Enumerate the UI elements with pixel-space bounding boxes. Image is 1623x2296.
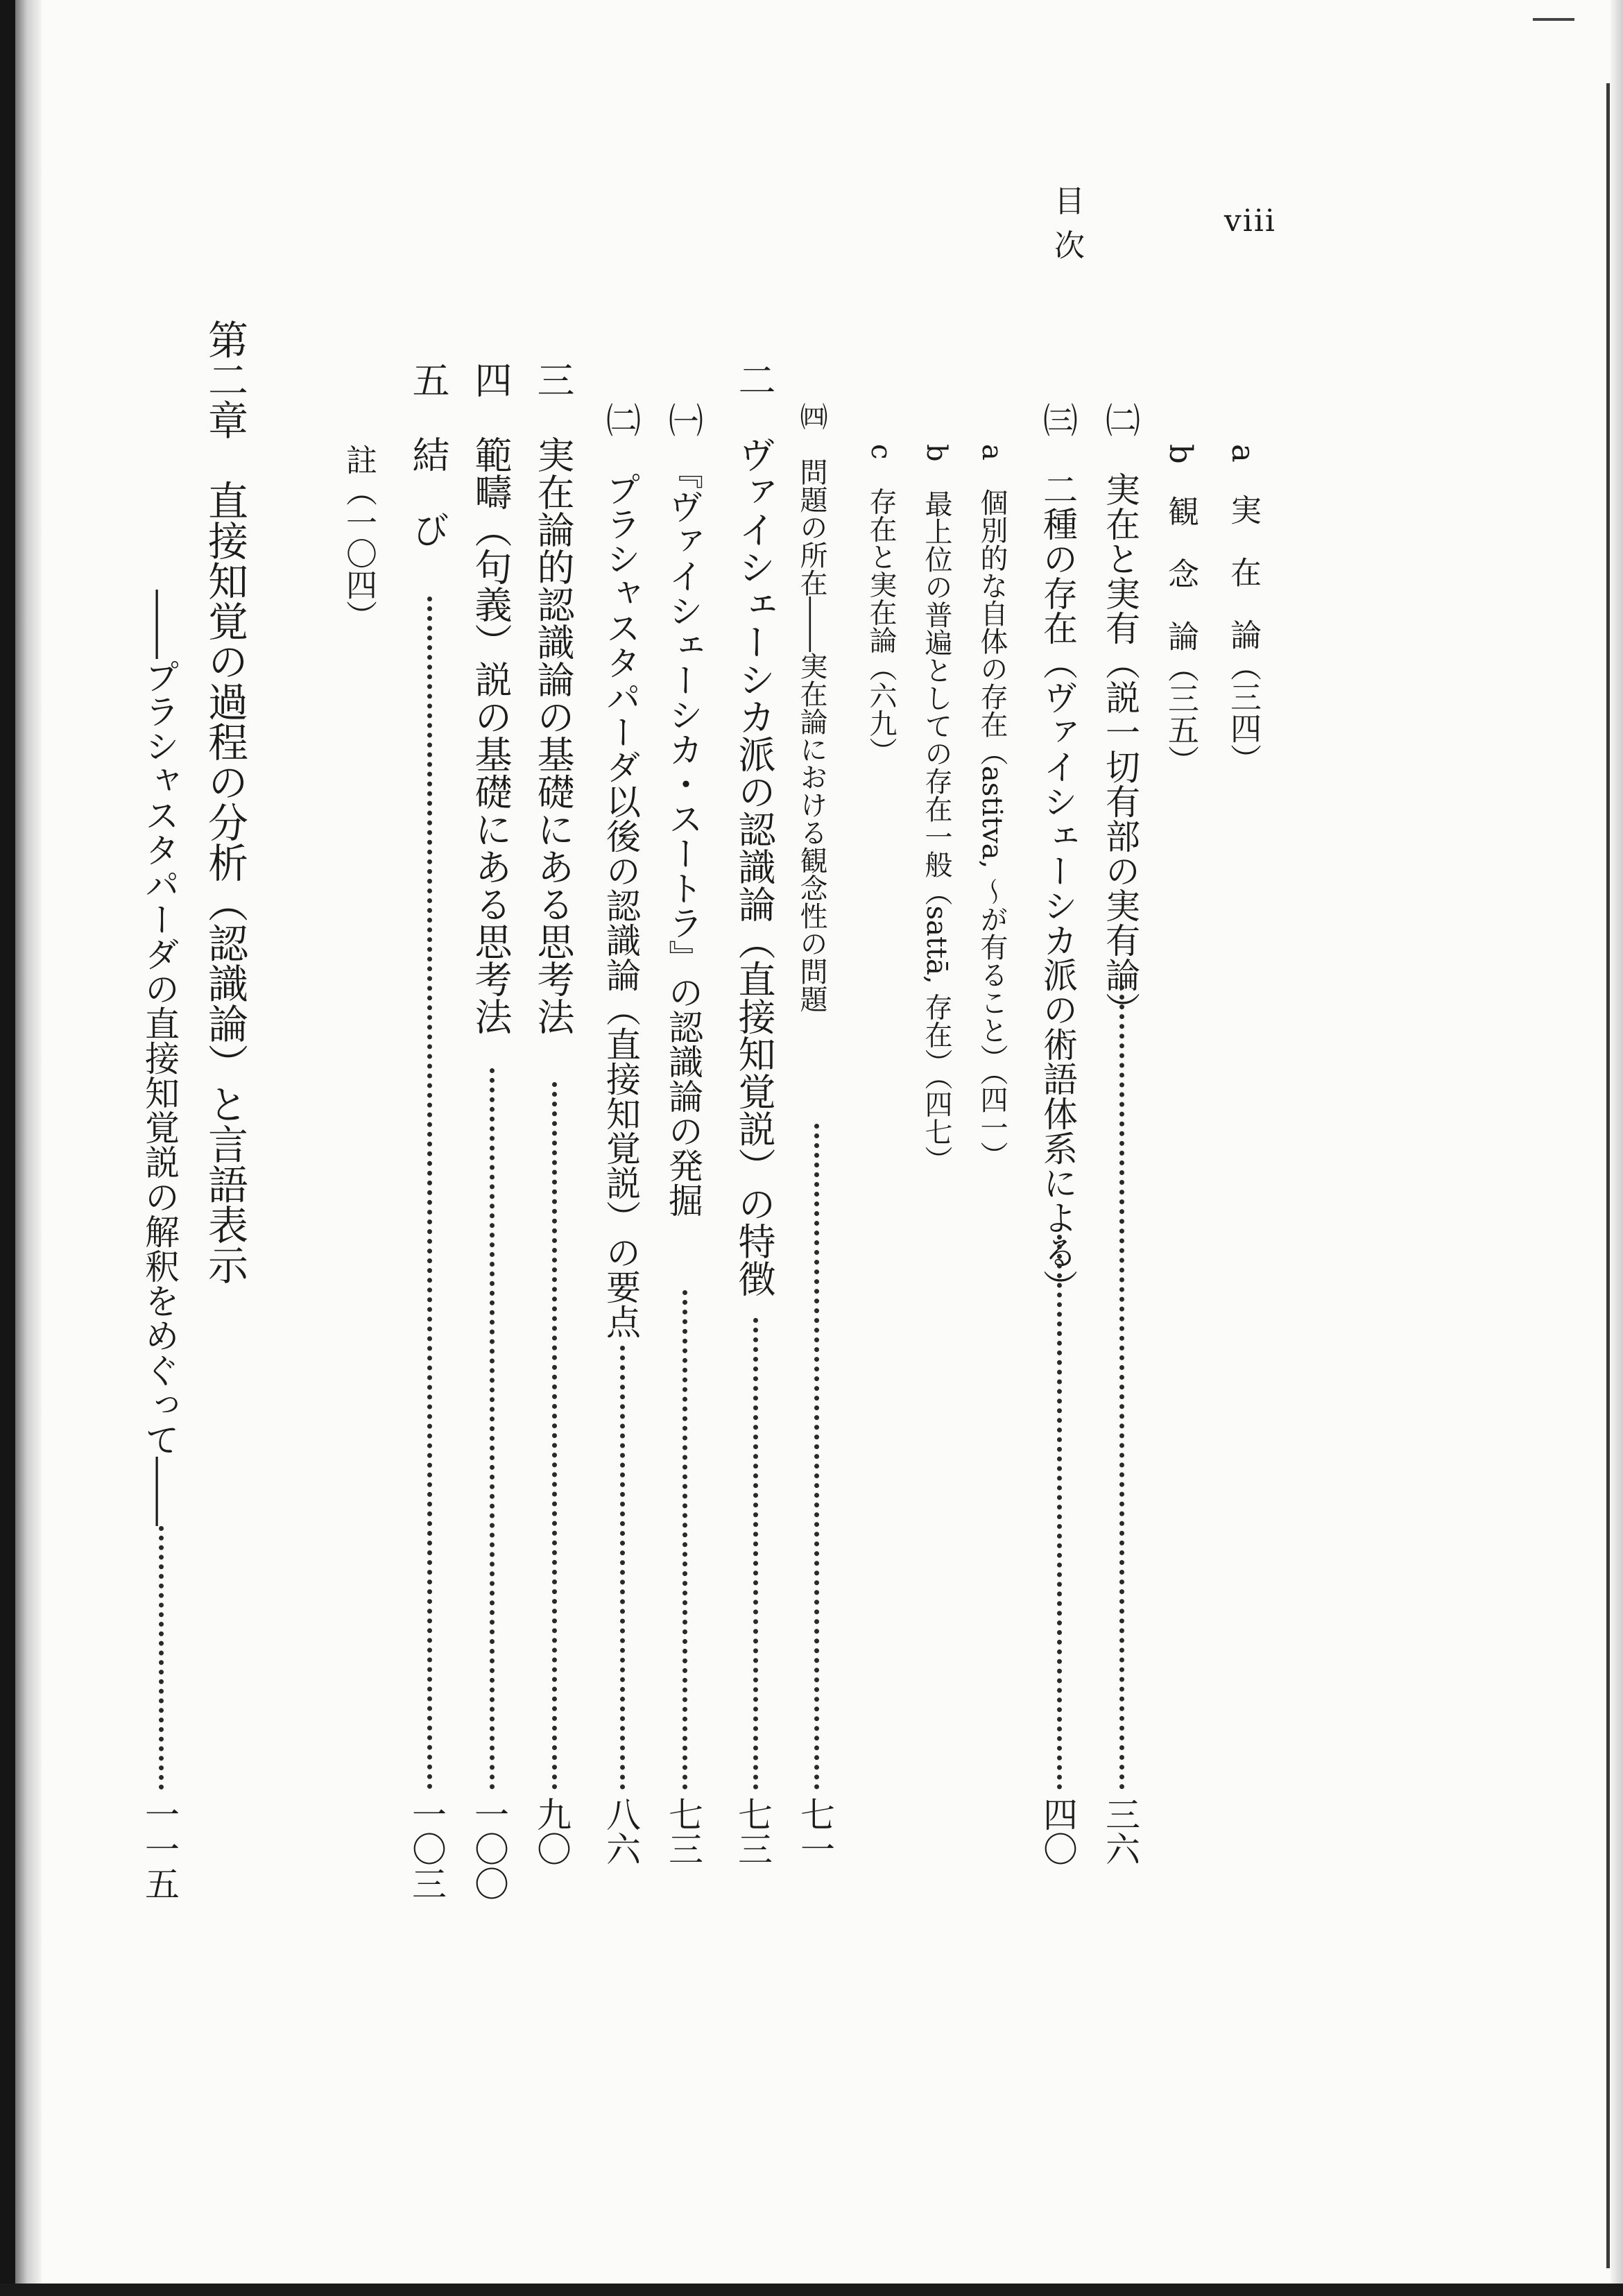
toc-entry-text: ㈠ 『ヴァイシェーシカ・スートラ』の認識論の発掘 xyxy=(663,402,703,1217)
toc-entry-text: ㈡ プラシャスタパーダ以後の認識論（直接知覚説）の要点 xyxy=(601,402,641,1339)
toc-entry-text: 三 実在論的認識論の基礎にある思考法 xyxy=(531,361,575,1035)
toc-page-number: 七三 xyxy=(732,1797,773,1866)
leader-dots xyxy=(159,1526,164,1790)
scan-edge-right xyxy=(1606,83,1610,2268)
chapter-subtitle xyxy=(139,0,184,2296)
leader-dots xyxy=(490,1068,495,1790)
leader-dots xyxy=(427,597,432,1790)
toc-page-number: 九〇 xyxy=(531,1797,572,1866)
leader-dots xyxy=(552,1082,557,1790)
leader-dots xyxy=(682,1290,687,1790)
toc-entry xyxy=(343,0,385,2296)
toc-page-number: 一一五 xyxy=(139,1797,180,1901)
toc-entry-text: a 個別的な自体の存在（astitva, ～が有ること）（四一） xyxy=(976,444,1008,1170)
toc-page-number: 四〇 xyxy=(1038,1797,1078,1866)
toc-entry-text: b 観 念 論（三五） xyxy=(1162,444,1199,776)
toc-entry-text: ㈡ 実在と実有（説一切有部の実有論） xyxy=(1100,402,1140,1027)
chapter-subtitle-text: ――プラシャスタパーダの直接知覚説の解釈をめぐって―― xyxy=(139,590,180,1526)
toc-entry-text: ㈣ 問題の所在――実在論における観念性の問題 xyxy=(796,402,827,1013)
toc-entry-text: 二 ヴァイシェーシカ派の認識論（直接知覚説）の特徴 xyxy=(732,361,776,1297)
leader-dots xyxy=(814,1124,819,1790)
toc-entry xyxy=(1162,0,1207,2296)
toc-entry-text: ㈢ 二種の存在（ヴァイシェーシカ派の術語体系による） xyxy=(1038,402,1078,1304)
toc-entry xyxy=(663,0,707,2296)
toc-entry xyxy=(867,0,909,2296)
toc-page-number: 七三 xyxy=(663,1797,703,1866)
toc-entry-text: 五 結 び xyxy=(406,361,450,548)
leader-dots xyxy=(620,1346,625,1790)
header-title: 目 次 xyxy=(1054,184,1119,264)
toc-entry-text: a 実 在 論（三四） xyxy=(1225,444,1262,775)
leader-dots xyxy=(753,1318,758,1790)
toc-entry xyxy=(1040,0,1082,2296)
toc-entry-text: 註（一〇四） xyxy=(341,444,377,631)
toc-entry xyxy=(922,0,964,2296)
toc-entry-text: 四 範疇（句義）説の基礎にある思考法 xyxy=(469,361,513,1035)
toc-entry-text: b 最上位の普遍としての存在一般（sattā, 存在）（四七） xyxy=(920,444,952,1174)
leader-dots xyxy=(1057,1235,1062,1790)
scan-edge-left xyxy=(0,0,15,2296)
toc-page-number: 七一 xyxy=(795,1797,835,1866)
header-page-number: viii xyxy=(1223,203,1276,239)
toc-page-number: 一〇三 xyxy=(406,1797,447,1901)
toc-page-number: 三六 xyxy=(1100,1797,1140,1866)
toc-entry xyxy=(531,0,580,2296)
toc-entry xyxy=(1100,0,1144,2296)
chapter-title-text: 第二章 直接知覚の過程の分析（認識論）と言語表示 xyxy=(201,319,248,1285)
scan-shadow-left xyxy=(15,0,42,2296)
toc-page-number: 八六 xyxy=(601,1797,641,1866)
toc-entry xyxy=(1225,0,1269,2296)
toc-entry-text: c 存在と実在論（六九） xyxy=(865,444,897,765)
leader-dots xyxy=(1119,985,1124,1790)
toc-entry xyxy=(469,0,517,2296)
chapter-title xyxy=(201,0,256,2296)
scan-mark-top xyxy=(1533,18,1574,21)
toc-entry xyxy=(732,0,781,2296)
toc-entry xyxy=(795,0,839,2296)
toc-entry xyxy=(406,0,455,2296)
toc-entry xyxy=(603,0,645,2296)
scan-shadow-right xyxy=(1611,0,1623,2296)
toc-entry xyxy=(978,0,1020,2296)
toc-page-number: 一〇〇 xyxy=(469,1797,509,1901)
